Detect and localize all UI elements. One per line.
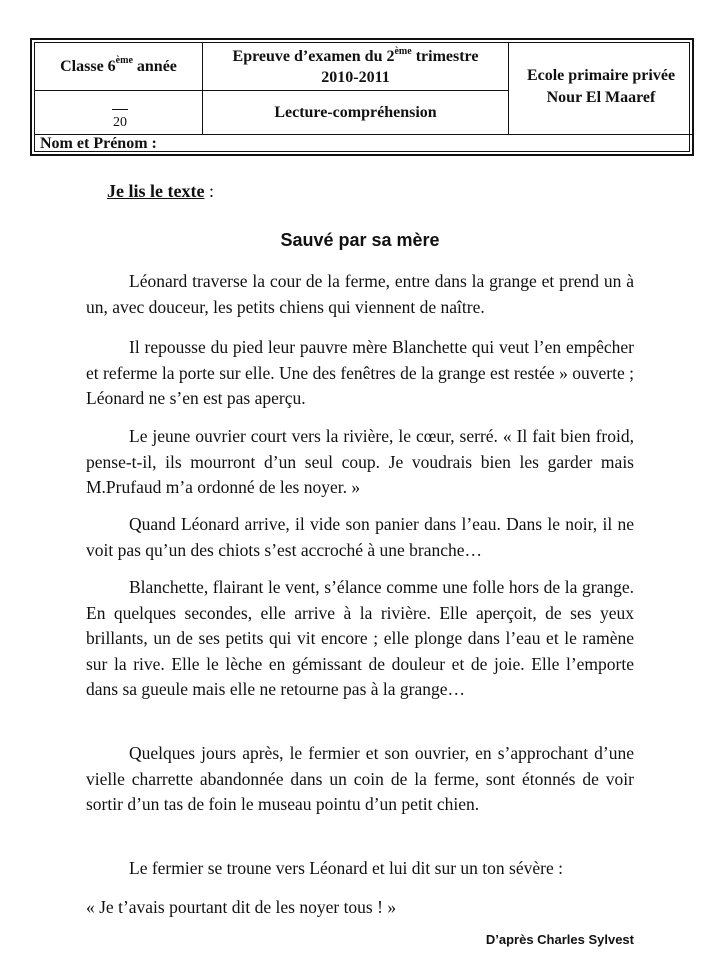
score-total: 20	[113, 115, 127, 130]
class-label: Classe 6ème année	[60, 55, 177, 75]
subject-cell	[203, 91, 509, 135]
exam-header-table	[30, 38, 694, 156]
section-heading-title: Je lis le texte	[107, 181, 205, 201]
score-cell[interactable]	[35, 91, 203, 135]
school-type: Ecole primaire privée	[526, 67, 676, 84]
story-paragraph-7: Le fermier se troune vers Léonard et lui dit sur un ton sévère :	[129, 858, 563, 878]
name-field[interactable]	[35, 135, 693, 153]
subject-label: Lecture-compréhension	[274, 103, 437, 121]
story-title: Sauvé par sa mère	[280, 230, 440, 250]
class-cell	[35, 43, 203, 91]
exam-title: Epreuve d’examen du 2ème trimestre	[232, 45, 479, 65]
story-paragraph-2: Il repousse du pied leur pauvre mère Blanchette qui veut l’en empêcher et referme la porte sur elle. Une des fenêtres de la grange est restée » ouverte ; Léonard ne s’en est pas aperçu.	[86, 337, 634, 408]
story-paragraph-4: Quand Léonard arrive, il vide son panier dans l’eau. Dans le noir, il ne voit pas qu’un des chiots s’est accroché à une branche…	[86, 514, 634, 560]
exam-year: 2010-2011	[321, 69, 390, 86]
story-paragraph-8: « Je t’avais pourtant dit de les noyer tous ! »	[86, 897, 397, 917]
exam-title-cell	[203, 43, 509, 91]
section-heading-colon: :	[204, 181, 214, 201]
school-cell	[509, 43, 693, 135]
section-heading	[107, 181, 214, 202]
school-name: Nour El Maaref	[546, 89, 656, 106]
score-fraction-line	[112, 109, 128, 110]
story-paragraph-5: Blanchette, flairant le vent, s’élance comme une folle hors de la grange. En quelques secondes, elle arrive à la rivière. Elle aperçoit, de ses yeux brillants, un de ses petits qui vit encore ; elle plonge dans l’eau et le ramène sur la rive. Elle le lèche en gémissant de douleur et de joie. Elle l’emporte dans sa gueule mais elle ne retourne pas à la grange…	[86, 577, 634, 699]
story-paragraph-6: Quelques jours après, le fermier et son ouvrier, en s’approchant d’une vielle charrette abandonnée dans un coin de la ferme, sont étonnés de voir sortir d’un tas de foin le museau pointu d’un petit chien.	[86, 743, 634, 814]
story-paragraph-3: Le jeune ouvrier court vers la rivière, le cœur, serré. « Il fait bien froid, pense-t-il, ils mourront d’un seul coup. Je voudrais bien les garder mais M.Prufaud m’a ordonné de les noyer. »	[86, 426, 634, 497]
story-paragraph-1: Léonard traverse la cour de la ferme, entre dans la grange et prend un à un, avec douceur, les petits chiens qui viennent de naître.	[86, 271, 634, 317]
exam-header-inner	[34, 42, 690, 152]
story-author: D’après Charles Sylvest	[485, 932, 634, 947]
name-label: Nom et Prénom :	[40, 135, 157, 152]
